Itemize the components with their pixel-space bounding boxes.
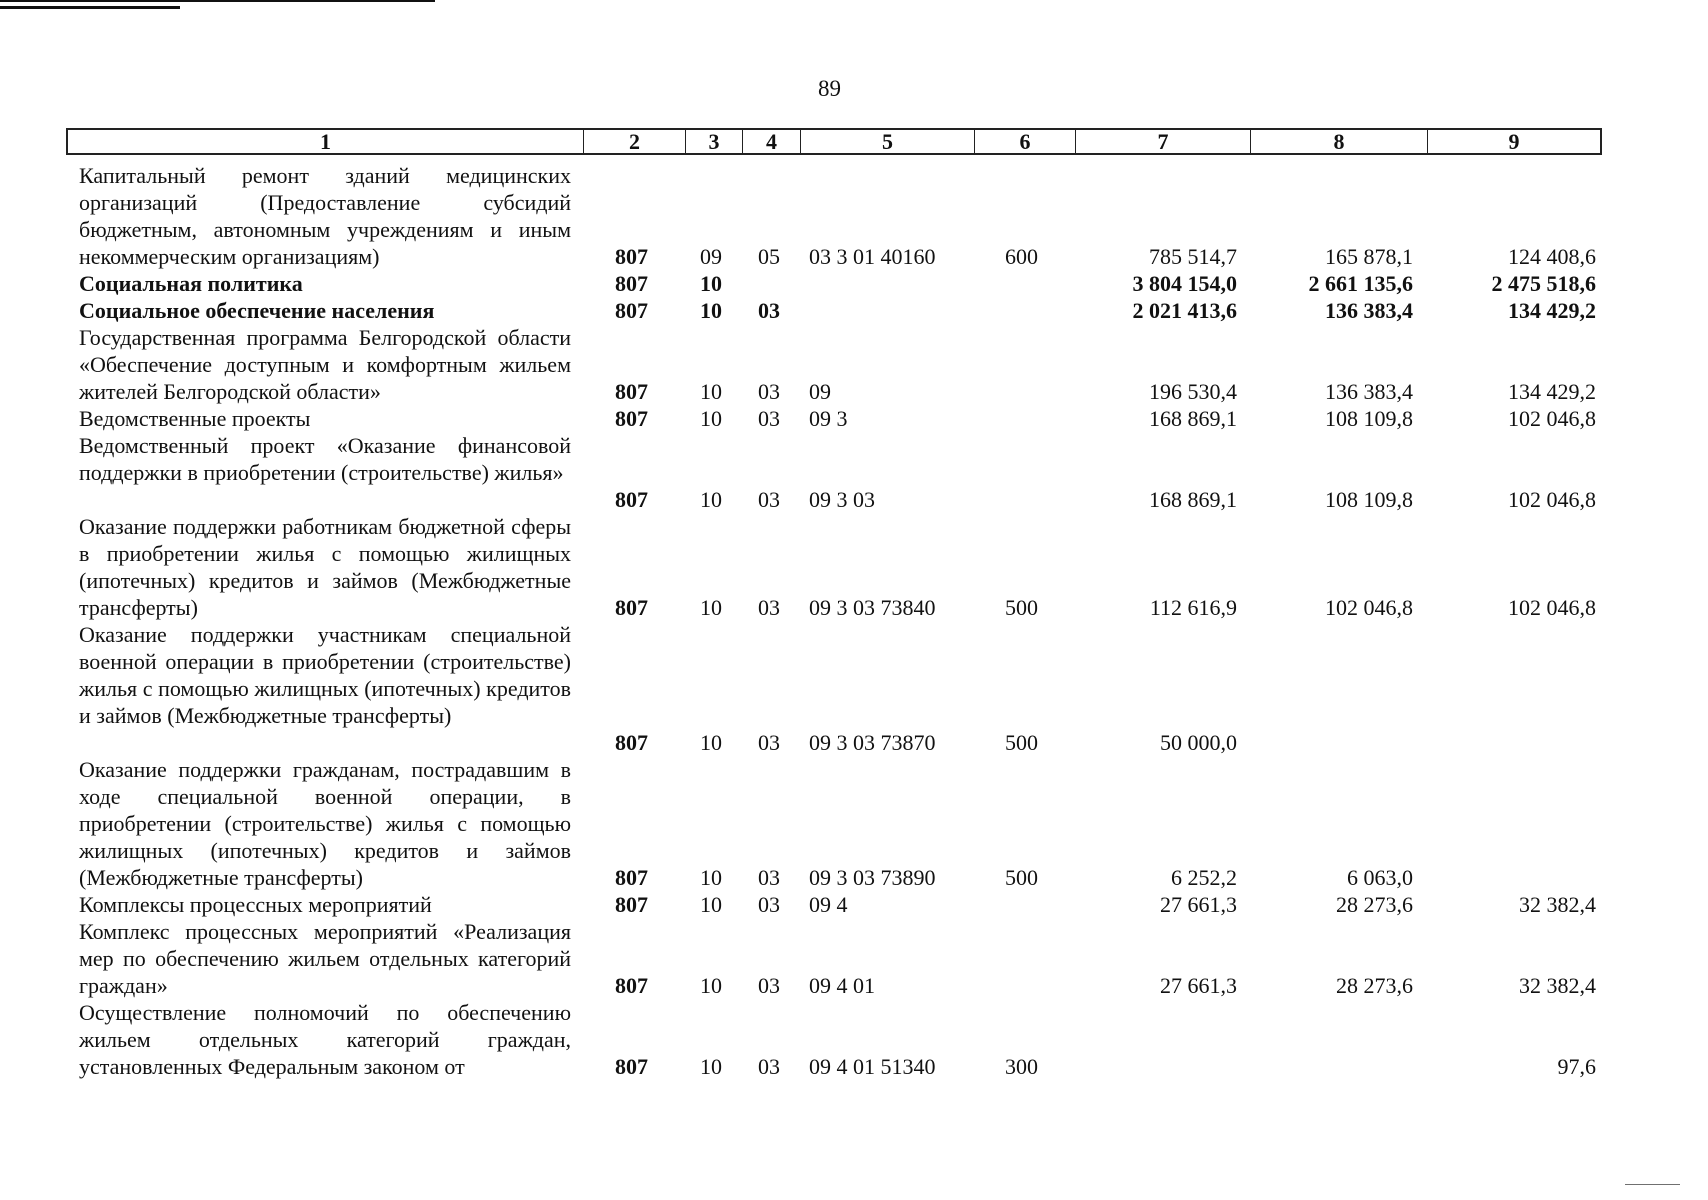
cell-col-5: 09 3 03 <box>809 487 875 512</box>
cell-col-6: 500 <box>1005 865 1038 890</box>
table-row <box>0 324 1708 405</box>
header-col-6: 6 <box>975 130 1076 153</box>
cell-col-2: 807 <box>615 379 648 404</box>
table-row <box>0 918 1708 999</box>
scan-artifact-line <box>1625 1184 1680 1185</box>
cell-col-4: 03 <box>758 730 780 755</box>
cell-col-3: 10 <box>700 973 722 998</box>
cell-col-3: 10 <box>700 379 722 404</box>
cell-col-8: 6 063,0 <box>1347 865 1413 890</box>
cell-col-7: 785 514,7 <box>1149 244 1237 269</box>
cell-col-2: 807 <box>615 244 648 269</box>
row-description: Оказание поддержки гражданам, пострадавшим в ходе специальной военной операции, в приобретении (строительстве) жилья с помощью жилищных (ипотечных) кредитов и займов (Межбюджетные трансферты) <box>79 757 571 890</box>
cell-col-8: 102 046,8 <box>1325 595 1413 620</box>
cell-col-8: 2 661 135,6 <box>1308 271 1413 296</box>
header-col-8: 8 <box>1251 130 1428 153</box>
cell-col-7: 6 252,2 <box>1171 865 1237 890</box>
header-col-7: 7 <box>1076 130 1251 153</box>
row-description: Оказание поддержки участникам специальной военной операции в приобретении (строительстве) жилья с помощью жилищных (ипотечных) кредитов и займов (Межбюджетные трансферты) <box>79 622 571 728</box>
cell-col-9: 32 382,4 <box>1519 892 1596 917</box>
cell-col-6: 500 <box>1005 730 1038 755</box>
cell-col-5: 03 3 01 40160 <box>809 244 936 269</box>
cell-col-7: 196 530,4 <box>1149 379 1237 404</box>
cell-col-3: 10 <box>700 298 722 323</box>
cell-col-6: 500 <box>1005 595 1038 620</box>
cell-col-2: 807 <box>615 595 648 620</box>
table-row <box>0 432 1708 513</box>
cell-col-7: 3 804 154,0 <box>1132 271 1237 296</box>
cell-col-4: 03 <box>758 487 780 512</box>
cell-col-7: 168 869,1 <box>1149 487 1237 512</box>
cell-col-4: 03 <box>758 1054 780 1079</box>
row-description: Государственная программа Белгородской области «Обеспечение доступным и комфортным жильем жителей Белгородской области» <box>79 325 571 404</box>
cell-col-5: 09 4 <box>809 892 848 917</box>
table-row <box>0 270 1708 297</box>
cell-col-2: 807 <box>615 973 648 998</box>
cell-col-9: 134 429,2 <box>1508 379 1596 404</box>
cell-col-5: 09 3 03 73890 <box>809 865 936 890</box>
cell-col-4: 05 <box>758 244 780 269</box>
cell-col-2: 807 <box>615 298 648 323</box>
header-col-3: 3 <box>686 130 743 153</box>
table-header <box>66 128 1602 155</box>
cell-col-3: 10 <box>700 865 722 890</box>
table-row <box>0 621 1708 756</box>
cell-col-8: 28 273,6 <box>1336 973 1413 998</box>
scan-artifact-line <box>0 0 435 2</box>
cell-col-6: 600 <box>1005 244 1038 269</box>
cell-col-3: 09 <box>700 244 722 269</box>
page-number: 89 <box>818 76 841 101</box>
row-description: Социальное обеспечение населения <box>79 298 435 323</box>
cell-col-9: 2 475 518,6 <box>1491 271 1596 296</box>
row-description: Капитальный ремонт зданий медицинских организаций (Предоставление субсидий бюджетным, автономным учреждениям и иным некоммерческим организациям) <box>79 163 571 269</box>
cell-col-5: 09 3 <box>809 406 848 431</box>
cell-col-9: 134 429,2 <box>1508 298 1596 323</box>
row-description: Ведомственный проект «Оказание финансовой поддержки в приобретении (строительстве) жилья» <box>79 433 571 485</box>
cell-col-2: 807 <box>615 487 648 512</box>
cell-col-7: 50 000,0 <box>1160 730 1237 755</box>
cell-col-6: 300 <box>1005 1054 1038 1079</box>
row-description: Ведомственные проекты <box>79 406 311 431</box>
table-row <box>0 891 1708 918</box>
cell-col-8: 108 109,8 <box>1325 406 1413 431</box>
cell-col-9: 124 408,6 <box>1508 244 1596 269</box>
cell-col-7: 2 021 413,6 <box>1132 298 1237 323</box>
table-row <box>0 756 1708 891</box>
cell-col-3: 10 <box>700 892 722 917</box>
cell-col-5: 09 <box>809 379 831 404</box>
table-row <box>0 162 1708 270</box>
table-row <box>0 513 1708 621</box>
header-col-4: 4 <box>743 130 801 153</box>
cell-col-9: 32 382,4 <box>1519 973 1596 998</box>
cell-col-3: 10 <box>700 406 722 431</box>
header-col-9: 9 <box>1508 128 1520 154</box>
cell-col-5: 09 3 03 73870 <box>809 730 936 755</box>
cell-col-7: 27 661,3 <box>1160 973 1237 998</box>
cell-col-3: 10 <box>700 271 722 296</box>
cell-col-8: 136 383,4 <box>1325 298 1413 323</box>
cell-col-2: 807 <box>615 271 648 296</box>
cell-col-4: 03 <box>758 892 780 917</box>
cell-col-8: 136 383,4 <box>1325 379 1413 404</box>
cell-col-9: 102 046,8 <box>1508 406 1596 431</box>
cell-col-2: 807 <box>615 730 648 755</box>
cell-col-9: 102 046,8 <box>1508 595 1596 620</box>
cell-col-5: 09 4 01 <box>809 973 875 998</box>
cell-col-7: 112 616,9 <box>1149 595 1237 620</box>
cell-col-2: 807 <box>615 892 648 917</box>
row-description: Оказание поддержки работникам бюджетной сферы в приобретении жилья с помощью жилищных (ипотечных) кредитов и займов (Межбюджетные трансферты) <box>79 514 571 620</box>
cell-col-8: 28 273,6 <box>1336 892 1413 917</box>
cell-col-5: 09 4 01 51340 <box>809 1054 936 1079</box>
cell-col-2: 807 <box>615 865 648 890</box>
table-row <box>0 405 1708 432</box>
row-description: Социальная политика <box>79 271 303 296</box>
cell-col-3: 10 <box>700 595 722 620</box>
cell-col-4: 03 <box>758 973 780 998</box>
cell-col-4: 03 <box>758 298 780 323</box>
row-description: Осуществление полномочий по обеспечению жильем отдельных категорий граждан, установленных Федеральным законом от <box>79 1000 571 1079</box>
cell-col-3: 10 <box>700 730 722 755</box>
scan-artifact-line <box>0 6 180 9</box>
cell-col-7: 27 661,3 <box>1160 892 1237 917</box>
table-row <box>0 297 1708 324</box>
cell-col-3: 10 <box>700 1054 722 1079</box>
cell-col-5: 09 3 03 73840 <box>809 595 936 620</box>
cell-col-8: 165 878,1 <box>1325 244 1413 269</box>
row-description: Комплекс процессных мероприятий «Реализация мер по обеспечению жильем отдельных категорий граждан» <box>79 919 571 998</box>
cell-col-2: 807 <box>615 406 648 431</box>
cell-col-3: 10 <box>700 487 722 512</box>
cell-col-4: 03 <box>758 865 780 890</box>
cell-col-4: 03 <box>758 406 780 431</box>
header-col-1: 1 <box>68 130 584 153</box>
cell-col-8: 108 109,8 <box>1325 487 1413 512</box>
row-description: Комплексы процессных мероприятий <box>79 892 432 917</box>
header-col-5: 5 <box>801 130 975 153</box>
cell-col-9: 102 046,8 <box>1508 487 1596 512</box>
header-col-2: 2 <box>584 130 686 153</box>
table-row <box>0 999 1708 1080</box>
cell-col-9: 97,6 <box>1557 1054 1596 1079</box>
cell-col-7: 168 869,1 <box>1149 406 1237 431</box>
cell-col-2: 807 <box>615 1054 648 1079</box>
cell-col-4: 03 <box>758 595 780 620</box>
cell-col-4: 03 <box>758 379 780 404</box>
